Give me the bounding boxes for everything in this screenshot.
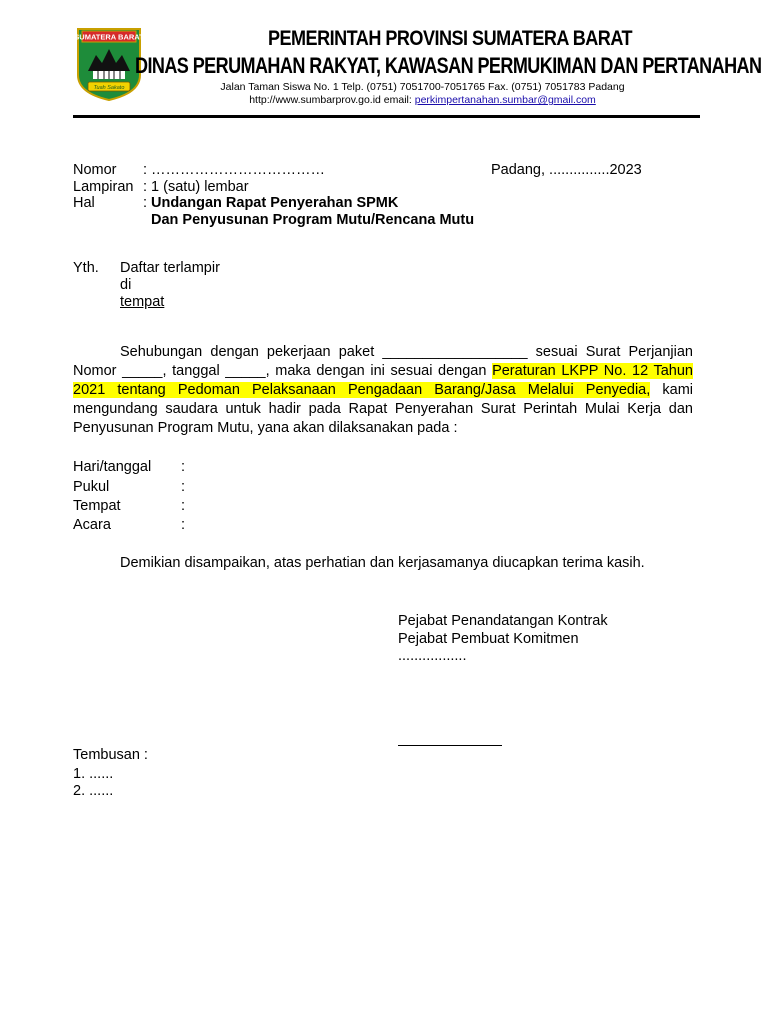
- logo-motto: Tuah Sakato: [93, 84, 125, 91]
- schedule-colon: :: [181, 479, 186, 495]
- lampiran-label: Lampiran: [73, 179, 134, 195]
- recipient-line-1: Daftar terlampir: [120, 260, 220, 276]
- sumbar-coat-of-arms-icon: [76, 27, 142, 101]
- signatory-title-1: Pejabat Penandatangan Kontrak: [398, 613, 608, 629]
- schedule-label: Hari/tanggal: [73, 459, 152, 475]
- lampiran-value: : 1 (satu) lembar: [143, 179, 249, 195]
- office-address: Jalan Taman Siswa No. 1 Telp. (0751) 7051700-7051765 Fax. (0751) 7051783 Padang: [220, 81, 625, 93]
- contact-line: [150, 94, 695, 107]
- recipient-line-2: di: [120, 277, 132, 293]
- body-text-end: kami mengundang saudara untuk hadir pada Rapat Penyerahan Surat Perintah Mulai Kerja dan Penyusunan Program Mutu, yana akan dilaksanakan pada :: [73, 382, 693, 436]
- schedule-label: Tempat: [73, 498, 121, 514]
- logo-banner-text: SUMATERA BARAT: [76, 32, 142, 42]
- body-paragraph: [73, 343, 693, 438]
- schedule-colon: :: [181, 498, 186, 514]
- schedule-colon: :: [181, 517, 186, 533]
- subject-line-2: Dan Penyusunan Program Mutu/Rencana Mutu: [151, 212, 475, 228]
- hal-label: Hal: [73, 195, 95, 211]
- body-text-start: Sehubungan dengan pekerjaan paket __________________ sesuai Surat Perjanjian Nomor _____, tanggal _____, maka dengan ini sesuai dengan: [73, 344, 693, 379]
- yth-label: Yth.: [73, 260, 99, 276]
- schedule-label: Acara: [73, 517, 111, 533]
- subject-line-1: Undangan Rapat Penyerahan SPMK: [151, 195, 399, 211]
- nomor-value: : ………………………………: [143, 162, 326, 178]
- tembusan-label: Tembusan :: [73, 747, 148, 763]
- closing-sentence: Demikian disampaikan, atas perhatian dan kerjasamanya diucapkan terima kasih.: [120, 555, 645, 571]
- letterhead-divider: [73, 115, 700, 118]
- department-title: DINAS PERUMAHAN RAKYAT, KAWASAN PERMUKIMAN DAN PERTANAHAN: [135, 53, 762, 78]
- nomor-label: Nomor: [73, 162, 117, 178]
- signature-line: [398, 745, 502, 746]
- hal-colon: :: [143, 195, 148, 211]
- schedule-label: Pukul: [73, 479, 110, 495]
- schedule-colon: :: [181, 459, 186, 475]
- recipient-line-3: tempat: [120, 294, 165, 310]
- website-text: http://www.sumbarprov.go.id email:: [249, 94, 415, 106]
- signatory-placeholder: .................: [398, 648, 467, 664]
- tembusan-item: 2. ......: [73, 783, 114, 799]
- regulation-highlight: Peraturan LKPP No. 12 Tahun 2021 tentang Pedoman Pelaksanaan Pengadaan Barang/Jasa Melalui Penyedia,: [73, 363, 693, 398]
- signatory-title-2: Pejabat Pembuat Komitmen: [398, 631, 579, 647]
- tembusan-item: 1. ......: [73, 766, 114, 782]
- place-date: Padang, ...............2023: [491, 162, 642, 178]
- province-logo: [76, 27, 142, 101]
- government-title: PEMERINTAH PROVINSI SUMATERA BARAT: [267, 27, 633, 50]
- email-link[interactable]: perkimpertanahan.sumbar@gmail.com: [414, 94, 596, 106]
